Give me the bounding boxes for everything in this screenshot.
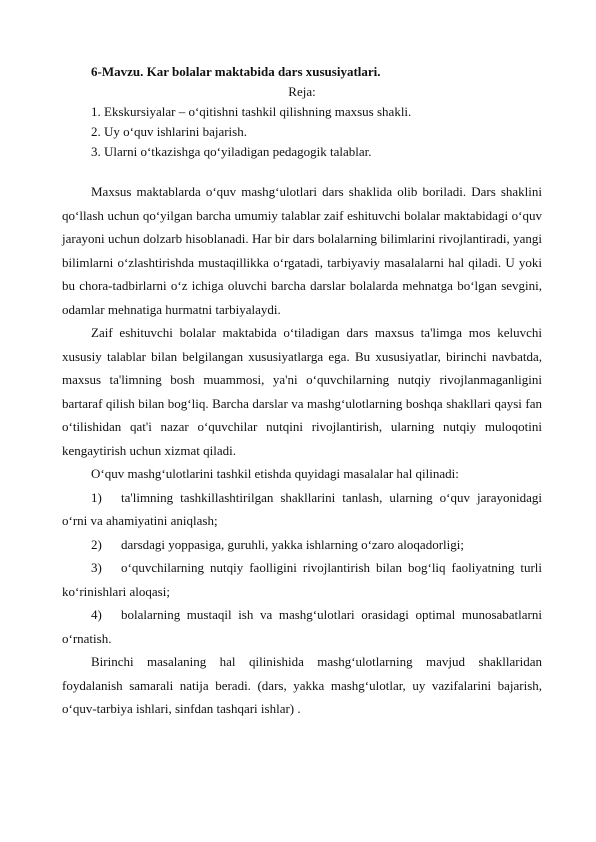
plan-item-2: 2. Uy o‘quv ishlarini bajarish. [91, 124, 247, 139]
paragraph-1: Maxsus maktablarda o‘quv mashg‘ulotlari dars shaklida olib boriladi. Dars shaklini qo‘llash uchun qo‘yilgan barcha umumiy talablar zaif eshituvchi bolalar maktabidagi o‘quv jarayoni uchun dolzarb hisoblanadi. Har bir dars bolalarning bilimlarini rivojlantiradi, yangi bilimlarni o‘zlashtirishda mustaqillikka o‘rgatadi, tarbiyaviy masalalarni hal qiladi. U yoki bu chora-tadbirlarni o‘z ichiga oluvchi barcha darslar bolalarda mehnatga bo‘lgan sevgini, odamlar mehnatiga hurmatni tarbiyalaydi. [62, 184, 542, 317]
closing-paragraph: Birinchi masalaning hal qilinishida mashg‘ulotlarning mavjud shakllaridan foydalanish samarali natija beradi. (dars, yakka mashg‘ulotlar, uy vazifalarini bajarish, o‘quv-tarbiya ishlari, sinfdan tashqari ishlar) . [62, 654, 542, 716]
task-number: 3) [91, 560, 102, 575]
plan-heading: Reja: [288, 84, 316, 99]
task-item-2 [62, 533, 542, 557]
document-page [62, 62, 542, 721]
plan-item-3: 3. Ularni o‘tkazishga qo‘yiladigan pedagogik talablar. [91, 144, 372, 159]
task-number: 2) [91, 536, 102, 552]
task-item-3 [62, 556, 542, 603]
task-text: darsdagi yoppasiga, guruhli, yakka ishlarning o‘zaro aloqadorligi; [121, 536, 464, 552]
task-item-1 [62, 486, 542, 533]
section-gap [62, 162, 542, 180]
paragraph-2: Zaif eshituvchi bolalar maktabida o‘tiladigan dars maxsus ta'limga mos keluvchi xususiy talablar bilan belgilangan xususiyatlarga ega. Bu xususiyatlar, birinchi navbatda, maxsus ta'limning bosh muammosi, ya'ni o‘quvchilarning nutqiy rivojlanmaganligini bartaraf qilish bilan bog‘liq. Barcha darslar va mashg‘ulotlarning boshqa shakllari qaysi fan o‘tilishidan qat'i nazar o‘quvchilar nutqini rivojlantirish, ularning nutqiy muloqotini kengaytirish uchun xizmat qiladi. [62, 325, 542, 458]
task-item-4 [62, 603, 542, 650]
paragraph-3: O‘quv mashg‘ulotlarini tashkil etishda quyidagi masalalar hal qilinadi: [91, 466, 459, 481]
task-text: bolalarning mustaqil ish va mashg‘ulotlari orasidagi optimal munosabatlarni o‘rnatish. [62, 607, 542, 646]
plan-item-1: 1. Ekskursiyalar – o‘qitishni tashkil qilishning maxsus shakli. [91, 104, 412, 119]
task-number: 4) [91, 607, 102, 622]
task-text: ta'limning tashkillashtirilgan shakllarini tanlash, ularning o‘quv jarayonidagi o‘rni va ahamiyatini aniqlash; [62, 489, 542, 528]
document-title: 6-Mavzu. Kar bolalar maktabida dars xususiyatlari. [91, 64, 381, 79]
task-text: o‘quvchilarning nutqiy faolligini rivojlantirish bilan bog‘liq faoliyatning turli ko‘rinishlari aloqasi; [62, 560, 542, 599]
task-number: 1) [91, 489, 102, 505]
